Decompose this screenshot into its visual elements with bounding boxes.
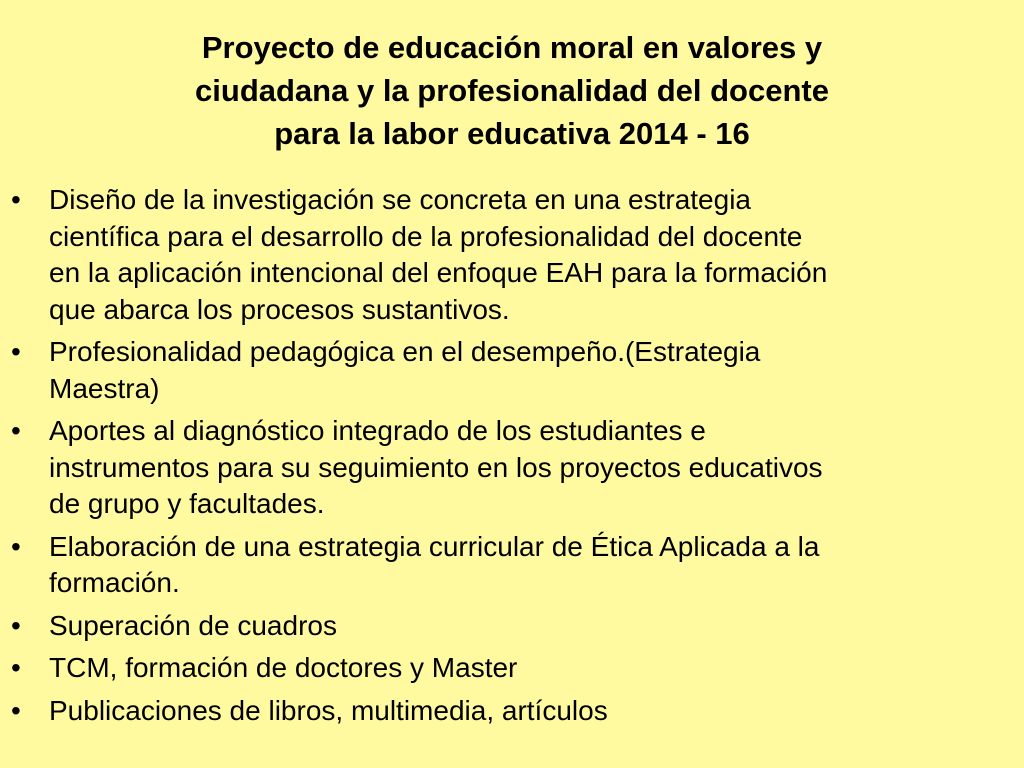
bullet-icon: • <box>11 609 21 641</box>
bullet-item-diagnosis <box>0 413 1024 523</box>
bullet-line: formación. <box>49 567 180 598</box>
bullet-line: que abarca los procesos sustantivos. <box>49 293 510 325</box>
bullet-icon: • <box>11 652 21 683</box>
bullet-line: Maestra) <box>49 372 160 404</box>
title-line: para la labor educativa 2014 - 16 <box>274 116 750 151</box>
bullet-line: Superación de cuadros <box>49 609 337 641</box>
bullet-line: científica para el desarrollo de la profesionalidad del docente <box>49 220 803 252</box>
bullet-icon: • <box>11 694 21 726</box>
bullet-line: instrumentos para su seguimiento en los proyectos educativos <box>49 451 823 483</box>
bullet-item-publications <box>0 693 1024 730</box>
title-line: Proyecto de educación moral en valores y <box>201 30 823 65</box>
bullet-item-research-design <box>0 182 1024 328</box>
bullet-text <box>49 182 1004 328</box>
bullet-icon: • <box>11 184 21 215</box>
bullet-icon: • <box>11 415 21 446</box>
bullet-line: de grupo y facultades. <box>49 488 325 519</box>
bullet-line: Publicaciones de libros, multimedia, artículos <box>49 694 608 726</box>
bullet-line: TCM, formación de doctores y Master <box>49 652 518 683</box>
bullet-item-ethics-strategy <box>0 529 1024 602</box>
bullet-item-tcm-doctors <box>0 650 1024 687</box>
bullet-text <box>49 413 1004 523</box>
bullet-text <box>49 529 1004 602</box>
bullet-item-professionalism <box>0 334 1024 407</box>
bullet-line: Aportes al diagnóstico integrado de los estudiantes e <box>49 415 706 446</box>
bullet-list <box>0 182 1024 735</box>
title-line: ciudadana y la profesionalidad del docente <box>195 73 829 108</box>
bullet-icon: • <box>11 336 21 367</box>
slide-title <box>40 26 984 155</box>
bullet-line: en la aplicación intencional del enfoque EAH para la formación <box>49 257 828 288</box>
bullet-text <box>49 650 1004 687</box>
bullet-item-staff-training <box>0 608 1024 645</box>
bullet-text <box>49 334 1004 407</box>
bullet-text <box>49 693 1004 730</box>
bullet-line: Elaboración de una estrategia curricular de Ética Aplicada a la <box>49 530 820 562</box>
bullet-text <box>49 608 1004 645</box>
bullet-icon: • <box>11 530 21 562</box>
bullet-line: Diseño de la investigación se concreta en una estrategia <box>49 184 751 215</box>
bullet-line: Profesionalidad pedagógica en el desempeño.(Estrategia <box>49 336 761 367</box>
